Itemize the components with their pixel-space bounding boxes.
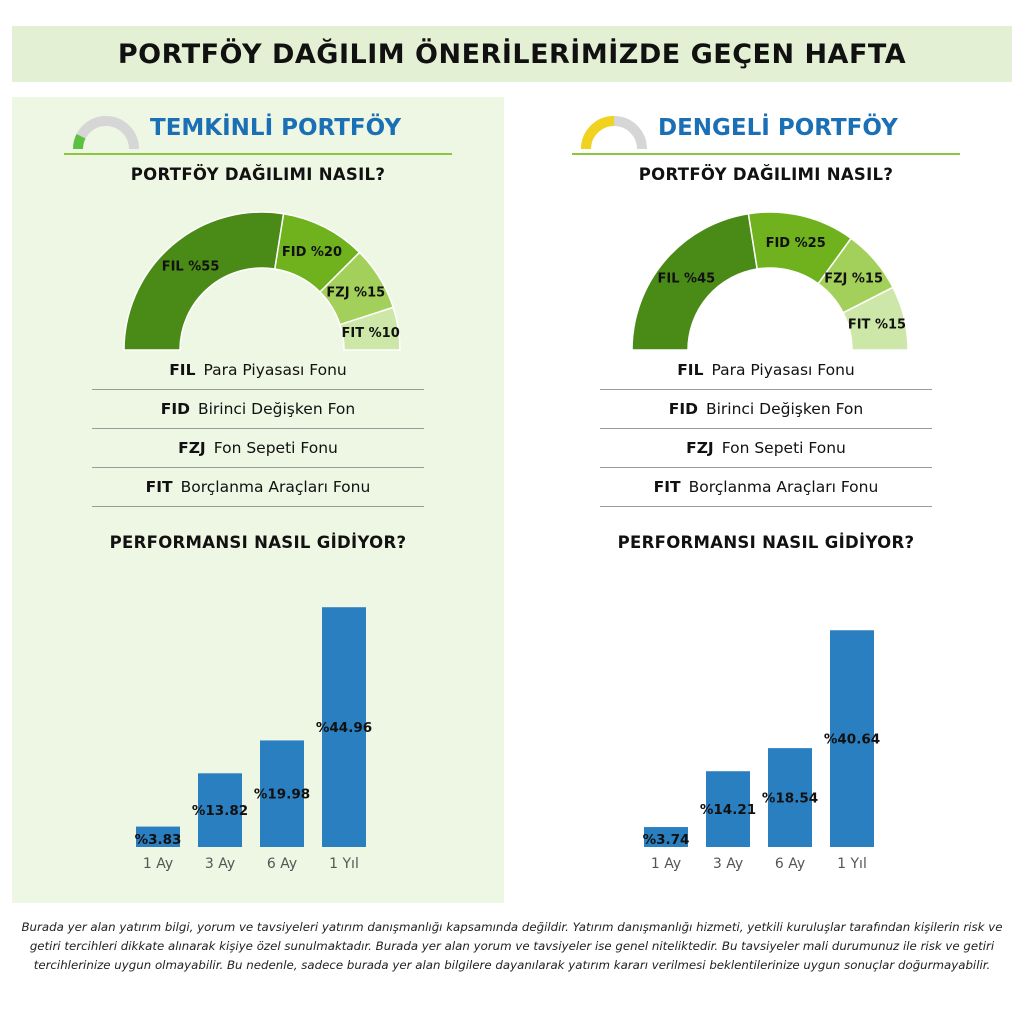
fund-code: FIL	[677, 361, 704, 379]
donut-label: FID %20	[281, 244, 343, 260]
fund-row	[600, 429, 932, 468]
panel-temkinli	[12, 97, 504, 903]
fund-name: Birinci Değişken Fon	[197, 400, 356, 418]
bar-value-label: %3.74	[642, 832, 690, 848]
allocation-donut-chart	[620, 205, 920, 355]
bar-value-label: %14.21	[699, 802, 757, 819]
fund-row	[92, 468, 424, 507]
page-header	[12, 26, 1012, 82]
page-title: PORTFÖY DAĞILIM ÖNERİLERİMİZDE GEÇEN HAFTA	[117, 38, 907, 70]
fund-legend	[600, 351, 932, 507]
x-tick-label: 3 Ay	[712, 856, 744, 872]
x-tick-label: 1 Yıl	[329, 856, 359, 872]
fund-row	[92, 351, 424, 390]
bar-value-label: %18.54	[761, 790, 819, 807]
x-tick-label: 3 Ay	[204, 856, 236, 872]
fund-name: Para Piyasası Fonu	[203, 361, 347, 379]
fund-name: Borçlanma Araçları Fonu	[688, 478, 879, 496]
performance-bar-chart	[112, 577, 412, 877]
x-tick-label: 6 Ay	[266, 856, 298, 872]
performance-bar-chart	[620, 577, 920, 877]
portfolio-title-row	[572, 109, 960, 155]
fund-row	[92, 429, 424, 468]
performance-title: PERFORMANSI NASIL GİDİYOR?	[109, 533, 407, 552]
disclaimer-text: Burada yer alan yatırım bilgi, yorum ve tavsiyeleri yatırım danışmanlığı kapsamında değildir. Yatırım danışmanlığı hizmeti, yetkili kuruluşlar tarafından kişilerin risk ve getiri tercihleri dikkate alınarak kişiye özel sunulmaktadır. Burada yer alan yorum ve tavsiyeler ise genel niteliktedir. Bu tavsiyeler mali durumunuz ile risk ve getiri tercihlerinize uygun olmayabilir. Bu nedenle, sadece burada yer alan bilgilere dayanılarak yatırım kararı verilmesi beklentilerinize uygun sonuçlar doğurmayabilir.	[21, 920, 1003, 972]
fund-code: FIT	[145, 478, 173, 496]
risk-gauge-medium-icon	[578, 113, 650, 153]
fund-name: Fon Sepeti Fonu	[213, 439, 338, 457]
bar-value-label: %19.98	[253, 786, 311, 803]
allocation-title: PORTFÖY DAĞILIMI NASIL?	[130, 165, 386, 184]
donut-label: FIT %15	[847, 317, 907, 333]
x-tick-label: 6 Ay	[774, 856, 806, 872]
donut-label: FZJ %15	[824, 271, 884, 287]
fund-name: Para Piyasası Fonu	[711, 361, 855, 379]
fund-row	[600, 468, 932, 507]
bar-value-label: %3.83	[134, 832, 182, 848]
fund-row	[600, 390, 932, 429]
fund-code: FIL	[169, 361, 196, 379]
donut-label: FID %25	[765, 236, 826, 252]
fund-code: FIT	[653, 478, 681, 496]
x-tick-label: 1 Ay	[142, 856, 174, 872]
fund-code: FZJ	[686, 439, 714, 457]
portfolio-title: TEMKİNLİ PORTFÖY	[150, 115, 402, 141]
fund-code: FID	[160, 400, 190, 418]
donut-label: FIL %55	[161, 259, 220, 275]
allocation-title: PORTFÖY DAĞILIMI NASIL?	[638, 165, 894, 184]
fund-name: Borçlanma Araçları Fonu	[180, 478, 371, 496]
fund-name: Fon Sepeti Fonu	[721, 439, 846, 457]
performance-title: PERFORMANSI NASIL GİDİYOR?	[617, 533, 915, 552]
donut-label: FIL %45	[657, 271, 716, 287]
portfolio-title: DENGELİ PORTFÖY	[658, 115, 898, 141]
bar-value-label: %44.96	[315, 720, 373, 737]
fund-code: FID	[668, 400, 698, 418]
bar-value-label: %40.64	[823, 731, 881, 748]
donut-label: FZJ %15	[326, 285, 386, 301]
fund-legend	[92, 351, 424, 507]
fund-row	[600, 351, 932, 390]
donut-label: FIT %10	[341, 325, 400, 341]
risk-gauge-low-icon	[70, 113, 142, 153]
donut-segment-fil	[124, 212, 284, 350]
panel-dengeli	[520, 97, 1012, 903]
fund-code: FZJ	[178, 439, 206, 457]
fund-name: Birinci Değişken Fon	[705, 400, 864, 418]
x-tick-label: 1 Ay	[650, 856, 682, 872]
allocation-donut-chart	[112, 205, 412, 355]
bar-value-label: %13.82	[191, 803, 249, 820]
fund-row	[92, 390, 424, 429]
portfolio-title-row	[64, 109, 452, 155]
x-tick-label: 1 Yıl	[837, 856, 867, 872]
